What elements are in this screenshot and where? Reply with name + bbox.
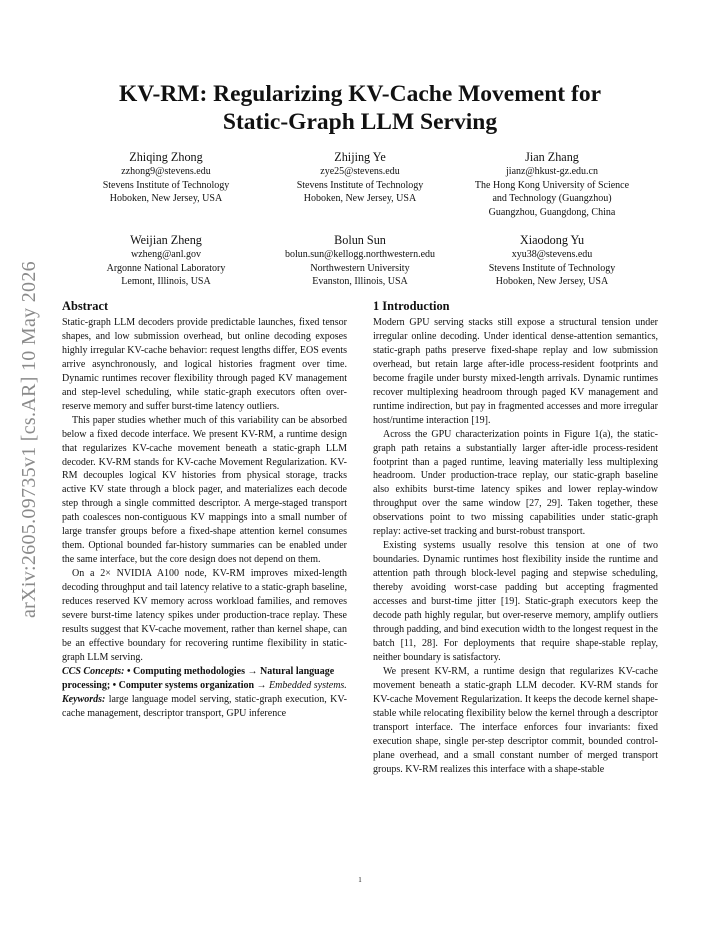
author-name: Zhijing Ye [334, 150, 386, 164]
keywords [62, 693, 347, 721]
author-block [442, 232, 662, 289]
author-location: Guangzhou, Guangdong, China [488, 206, 616, 218]
author-email: zye25@stevens.edu [320, 166, 400, 177]
author-name: Xiaodong Yu [519, 233, 585, 247]
keywords-label: Keywords: [62, 693, 106, 705]
author-block [56, 232, 276, 289]
right-column [373, 298, 658, 776]
left-column [62, 298, 347, 721]
author-affiliation-2: and Technology (Guangzhou) [492, 193, 612, 205]
author-block [250, 149, 470, 206]
title-line-1: KV-RM: Regularizing KV-Cache Movement for [118, 81, 602, 107]
author-name: Weijian Zheng [130, 233, 202, 247]
title-line-2: Static-Graph LLM Serving [222, 109, 498, 135]
author-name: Jian Zhang [525, 150, 579, 164]
intro-paragraph: Modern GPU serving stacks still expose a structural tension under irregular online decoding. Under identical dense-attention semantics, static-graph paths preserve fixed-shape replay and low submission overhead, but retain large after-idle process-resident footprints and become fragile under bursty mixed-length arrivals. Dynamic runtimes recover multiplexing headroom through paged KV management and runtime indirection, but pay in fragmented accesses and more irregular host/runtime interaction [19]. [373, 317, 658, 426]
introduction-heading: 1 Introduction [373, 299, 450, 313]
arxiv-id: arXiv:2605.09735v1 [cs.AR] 10 May 2026 [18, 261, 40, 618]
author-location: Hoboken, New Jersey, USA [303, 193, 417, 205]
intro-paragraph: Existing systems usually resolve this tension at one of two boundaries. Dynamic runtimes host flexibility inside the runtime and attention path through block-level paging and stepwise scheduling, thereby avoiding worst-case padding but accepting fragmented accesses and burst-time jitter [19]. Static-graph executors keep the decode path highly regular, but over-reserve memory, amplify outliers through padding, and bind execution width to the longest request in the batch [11, 28]. For deployments that require shape-stable replay, neither boundary is satisfactory. [373, 540, 658, 663]
author-location: Lemont, Illinois, USA [121, 276, 211, 288]
author-email: wzheng@anl.gov [130, 249, 202, 260]
abstract-paragraph: On a 2× NVIDIA A100 node, KV-RM improves mixed-length decoding throughput and tail latency relative to a static-graph baseline, reduces reserved KV memory across workload families, and removes severe burst-time latency spikes under production-trace replay. These results suggest that KV-cache movement, rather than kernel shape, can be an effective boundary for recovering runtime flexibility in static-graph LLM serving. [62, 568, 347, 663]
author-affiliation: Stevens Institute of Technology [296, 179, 424, 191]
author-email: bolun.sun@kellogg.northwestern.edu [284, 249, 436, 260]
abstract-paragraph: Static-graph LLM decoders provide predictable launches, fixed tensor shapes, and low submission overhead, but online decoding exposes highly irregular KV-cache behavior: request lengths differ, EOS events arrive asynchronously, and logical histories fragment over time. Dynamic runtimes recover flexibility through paged KV management and step-level scheduling, while static-graph executors often over-reserve memory and suffer burst-time latency outliers. [62, 317, 347, 412]
author-block [442, 149, 662, 219]
ccs-concepts: CCS Concepts: • Computing methodologies → Natural language processing; • Computer systems organization → Embedded systems. [62, 665, 347, 691]
author-email: xyu38@stevens.edu [511, 249, 593, 260]
ccs-item: Computing methodologies → Natural language processing [62, 665, 335, 691]
author-block [56, 149, 276, 206]
author-email: jianz@hkust-gz.edu.cn [506, 166, 598, 177]
author-name: Zhiqing Zhong [129, 150, 203, 164]
abstract-paragraph: This paper studies whether much of this variability can be absorbed below a fixed decode interface. We present KV-RM, a runtime design that regularizes KV-cache movement beneath a static-graph LLM decoder. KV-RM stands for KV-cache Movement Regularization. KV-RM decouples logical KV histories from physical storage, tracks active KV state through a block pager, and materializes each decode step through a single committed descriptor. A merge-staged transport path coalesces non-contiguous KV mappings into a small number of large transfer groups before a fixed-shape attention kernel consumes them. Optional bounded far-history summaries can be enabled under the same interface, but the core design does not depend on them. [62, 414, 347, 566]
author-location: Hoboken, New Jersey, USA [495, 276, 609, 288]
abstract-heading: Abstract [62, 299, 109, 313]
author-block [250, 232, 470, 289]
ccs-label: CCS Concepts: [62, 665, 125, 677]
intro-paragraph: Across the GPU characterization points in Figure 1(a), the static-graph path retains a substantially larger after-idle process-resident footprint than a paged runtime, leaving materially less multiplexing headroom. Under production-trace replay, our static-graph baseline also exhibits burst-time latency spikes and lower replay-window throughput over the same window [27, 29]. Taken together, these observations point to two missing capabilities under static-graph replay: active-set tracking and burst-robust transport. [373, 428, 658, 538]
author-affiliation: The Hong Kong University of Science [474, 179, 630, 191]
author-email: zzhong9@stevens.edu [121, 166, 211, 177]
author-location: Evanston, Illinois, USA [312, 276, 408, 288]
ccs-item-sub: → Embedded systems. [256, 679, 347, 691]
intro-paragraph: We present KV-RM, a runtime design that regularizes KV-cache movement beneath a static-graph LLM decoder. KV-RM stands for KV-cache Movement Regularization. It keeps the decode kernel shape-stable while relocating flexibility below the kernel through a descriptor transport interface. The interface enforces four invariants: fixed execution shape, single per-step descriptor commit, bounded control-plane overhead, and a small constant number of merged transport groups. KV-RM realizes this interface with a shape-stable [373, 665, 658, 775]
page-number: 1 [358, 876, 362, 884]
keywords-text: large language model serving, static-graph execution, KV-cache management, descriptor transport, GPU inference [62, 693, 347, 719]
author-affiliation: Argonne National Laboratory [106, 262, 226, 274]
paper-title [0, 80, 720, 136]
author-affiliation: Stevens Institute of Technology [488, 262, 616, 274]
author-affiliation: Northwestern University [310, 262, 410, 274]
author-name: Bolun Sun [334, 233, 386, 247]
author-affiliation: Stevens Institute of Technology [102, 179, 230, 191]
ccs-item: Computer systems organization [118, 679, 255, 691]
author-location: Hoboken, New Jersey, USA [109, 193, 223, 205]
